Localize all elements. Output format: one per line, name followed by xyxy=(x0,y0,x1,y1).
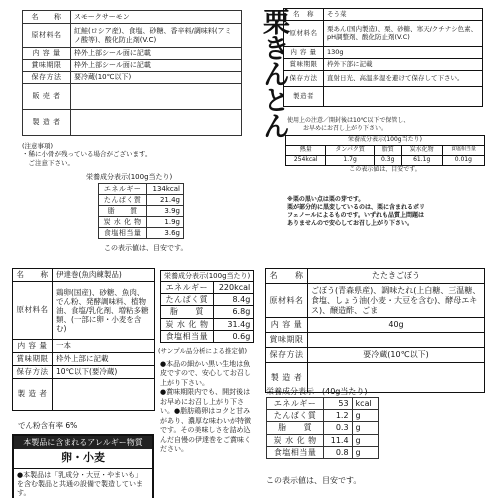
kuri-label-table xyxy=(283,8,483,107)
nutrition-label: 脂 質 xyxy=(267,422,324,434)
nutrition-header: 脂質 xyxy=(374,145,401,155)
datemaki-name-value: 伊達巻(魚肉練製品) xyxy=(53,269,155,282)
nutrition-value: 6.8g xyxy=(213,306,253,318)
nutrition-value: 8.4g xyxy=(213,294,253,306)
salmon-seller-value xyxy=(71,84,242,110)
salmon-volume-label: 内 容 量 xyxy=(23,48,71,60)
nutrition-label: たんぱく質 xyxy=(99,195,147,206)
kuri-remark-line: ありませんので安心してお召し上がり下さい。 xyxy=(287,220,414,228)
datemaki-label-table xyxy=(12,268,155,411)
nutrition-label: 食塩相当量 xyxy=(99,228,147,239)
nutrition-label: 炭 水 化 物 xyxy=(99,217,147,228)
tataki-ingredients-label: 原材料名 xyxy=(266,284,308,318)
tataki-storage-value: 要冷蔵(10℃以下) xyxy=(308,348,485,363)
nutrition-value: 1.9g xyxy=(147,217,184,228)
nutrition-label: 炭 水 化 物 xyxy=(267,434,324,446)
salmon-name-value: スモークサーモン xyxy=(71,11,242,24)
kuri-ingredients-label: 原材料名 xyxy=(284,21,324,47)
tataki-volume-value: 40g xyxy=(308,318,485,333)
datemaki-storage-value: 10℃以下(要冷蔵) xyxy=(53,366,155,379)
kuri-note-line: 使用上の注意／開封後は10℃以下で保管し、 xyxy=(287,117,410,124)
datemaki-expiry-value: 枠外上部に記載 xyxy=(53,353,155,366)
salmon-expiry-value: 枠外上部シール面に記載 xyxy=(71,60,242,72)
nutrition-header: 食塩相当量 xyxy=(442,145,484,155)
nutrition-value: 220kcal xyxy=(213,282,253,294)
datemaki-maker-label: 製 造 者 xyxy=(13,379,53,411)
kuri-storage-label: 保存方法 xyxy=(284,71,324,87)
kuri-volume-label: 内 容 量 xyxy=(284,47,324,59)
tataki-name-label: 名 称 xyxy=(266,269,308,284)
datemaki-maker-value xyxy=(53,379,155,411)
salmon-ingredients-label: 原材料名 xyxy=(23,24,71,48)
salmon-seller-label: 販 売 者 xyxy=(23,84,71,110)
nutrition-value: 0.01g xyxy=(442,155,484,165)
nutrition-header: 熱量 xyxy=(286,145,326,155)
kuri-note-line: お早めにお召し上がり下さい。 xyxy=(303,124,388,132)
datemaki-nutrition-title: 栄養成分表示(100g当たり) xyxy=(161,271,254,282)
nutrition-value: 3.9g xyxy=(147,206,184,217)
salmon-maker-value xyxy=(71,110,242,136)
nutrition-unit: g xyxy=(352,410,378,422)
datemaki-storage-label: 保存方法 xyxy=(13,366,53,379)
nutrition-header: 炭水化物 xyxy=(401,145,442,155)
allergy-heading: 本製品に含まれるアレルギー物質 xyxy=(14,436,152,449)
datemaki-volume-label: 内 容 量 xyxy=(13,340,53,353)
salmon-note-line: (注意事項) xyxy=(22,142,54,150)
datemaki-bullet: ●賞味期限内でも、開封後はお早めにお召し上がり下さい。●脂肪鶏卵はコクと甘みがあり、濃厚な味わいが特徴です。その美味しさを詰め込んだ自慢の伊達巻をご賞味ください。 xyxy=(160,388,251,453)
tataki-name-value: たたきごぼう xyxy=(308,269,485,284)
kuri-storage-value: 直射日光、高温多湿を避けて保存して下さい。 xyxy=(324,71,483,87)
salmon-storage-value: 要冷蔵(10℃以下) xyxy=(71,72,242,84)
kuri-nutrition-title: 栄養成分表示(100g当たり) xyxy=(286,136,485,146)
kuri-notes xyxy=(287,117,409,133)
allergy-main: 卵・小麦 xyxy=(14,449,152,469)
tataki-maker-label: 製 造 者 xyxy=(266,363,308,393)
tataki-storage-label: 保存方法 xyxy=(266,348,308,363)
kuri-maker-value xyxy=(324,87,483,107)
nutrition-value: 61.1g xyxy=(401,155,442,165)
nutrition-unit: kcal xyxy=(352,398,378,410)
tataki-volume-label: 内 容 量 xyxy=(266,318,308,333)
nutrition-value: 0.3 xyxy=(324,422,352,434)
kuri-remark-line: フェノールによるものです。いずれも品質上問題は xyxy=(287,212,425,220)
tataki-expiry-label: 賞味期限 xyxy=(266,333,308,348)
nutrition-label: エネルギー xyxy=(99,184,147,195)
salmon-nutrition-table xyxy=(98,183,184,239)
datemaki-volume-value: 一本 xyxy=(53,340,155,353)
nutrition-label: 炭 水 化 物 xyxy=(161,318,214,330)
kuri-remark-line: ※栗の黒い点は栗の芽です。 xyxy=(287,196,365,203)
kuri-volume-value: 130g xyxy=(324,47,483,59)
nutrition-label: エネルギー xyxy=(161,282,214,294)
nutrition-value: 0.6g xyxy=(213,330,253,342)
allergy-note: ●本製品は「乳成分・大豆・やまいも」を含む製品と共通の設備で製造しています。 xyxy=(17,470,143,498)
datemaki-nutrition-footer: (サンプル品分析による推定値) xyxy=(158,347,247,355)
kuri-expiry-label: 賞味期限 xyxy=(284,59,324,71)
salmon-volume-value: 枠外上部シール面に記載 xyxy=(71,48,242,60)
datemaki-ingredients-value: 鶏卵(国産)、砂糖、魚肉、でん粉、発酵調味料、植物油、食塩/乳化剤、増粘多糖類、(一部に卵・小麦を含む) xyxy=(53,282,155,340)
nutrition-label: エネルギー xyxy=(267,398,324,410)
datemaki-ingredients-label: 原材料名 xyxy=(13,282,53,340)
nutrition-value: 1.7g xyxy=(326,155,374,165)
salmon-label-table xyxy=(22,10,242,136)
datemaki-starch: でん粉含有率 6% xyxy=(18,421,78,430)
datemaki-name-label: 名 称 xyxy=(13,269,53,282)
salmon-storage-label: 保存方法 xyxy=(23,72,71,84)
nutrition-value: 0.8 xyxy=(324,446,352,458)
nutrition-label: 脂 質 xyxy=(161,306,214,318)
nutrition-value: 11.4 xyxy=(324,434,352,446)
salmon-name-label: 名 称 xyxy=(23,11,71,24)
datemaki-bullets xyxy=(160,360,254,454)
nutrition-label: 食塩相当量 xyxy=(267,446,324,458)
nutrition-value: 1.2 xyxy=(324,410,352,422)
datemaki-bullet: ●本品の細かい黒い生地は魚皮ですので、安心してお召し上がり下さい。 xyxy=(160,360,251,387)
nutrition-value: 31.4g xyxy=(213,318,253,330)
tataki-expiry-value xyxy=(308,333,485,348)
salmon-note-line: ご注意下さい。 xyxy=(22,158,74,167)
datemaki-allergy-box xyxy=(12,434,154,498)
nutrition-label: 食塩相当量 xyxy=(161,330,214,342)
nutrition-label: 脂 質 xyxy=(99,206,147,217)
tataki-ingredients-value: ごぼう(青森県産)、調味たれ(上白糖、三温糖、食塩、しょう油(小麦・大豆を含む)、酵母エキス)、醸造酢、ごま xyxy=(308,284,485,318)
nutrition-value: 53 xyxy=(324,398,352,410)
salmon-nutrition-footer: この表示値は、目安です。 xyxy=(104,244,188,252)
nutrition-unit: g xyxy=(352,434,378,446)
kuri-nutrition-table xyxy=(285,135,485,175)
kuri-remark xyxy=(287,196,425,228)
tataki-nutrition-footer: この表示値は、目安です。 xyxy=(266,476,362,485)
salmon-notes xyxy=(22,142,151,167)
salmon-ingredients-value: 紅鮭(ロシア産)、食塩、砂糖、香辛料/調味料(アミノ酸等)、酸化防止剤(V.C) xyxy=(71,24,242,48)
kuri-name-label: 名 称 xyxy=(284,9,324,21)
tataki-nutrition-table xyxy=(266,397,379,459)
datemaki-nutrition-table xyxy=(160,270,254,343)
nutrition-label: たんぱく質 xyxy=(161,294,214,306)
nutrition-unit: g xyxy=(352,446,378,458)
kuri-expiry-value: 枠外下部に記載 xyxy=(324,59,483,71)
nutrition-header: タンパク質 xyxy=(326,145,374,155)
nutrition-value: 0.3g xyxy=(374,155,401,165)
kuri-ingredients-value: 栗あん(国内製造)、栗、砂糖、寒天/クチナシ色素、pH調整剤、酸化防止剤(V.C) xyxy=(324,21,483,47)
salmon-nutrition-title: 栄養成分表示(100g当たり) xyxy=(86,173,173,181)
nutrition-value: 134kcal xyxy=(147,184,184,195)
datemaki-expiry-label: 賞味期限 xyxy=(13,353,53,366)
kuri-name-value: そう菜 xyxy=(324,9,483,21)
kuri-vertical-title: 栗きんとん xyxy=(258,8,289,138)
nutrition-label: たんぱく質 xyxy=(267,410,324,422)
salmon-note-line: ・稀に小骨が残っている場合がございます。 xyxy=(22,150,152,159)
kuri-maker-label: 製造者 xyxy=(284,87,324,107)
nutrition-value: 3.6g xyxy=(147,228,184,239)
nutrition-value: 254kcal xyxy=(286,155,326,165)
salmon-expiry-label: 賞味期限 xyxy=(23,60,71,72)
kuri-nutrition-footer: この表示値は、目安です。 xyxy=(349,165,421,173)
salmon-maker-label: 製 造 者 xyxy=(23,110,71,136)
nutrition-unit: g xyxy=(352,422,378,434)
nutrition-value: 21.4g xyxy=(147,195,184,206)
tataki-nutrition-title: 栄養成分表示 (40g当たり) xyxy=(266,387,368,396)
kuri-remark-line: 栗が部分的に黒変しているのは、栗に含まれるポリ xyxy=(287,204,426,212)
tataki-label-table xyxy=(265,268,485,393)
